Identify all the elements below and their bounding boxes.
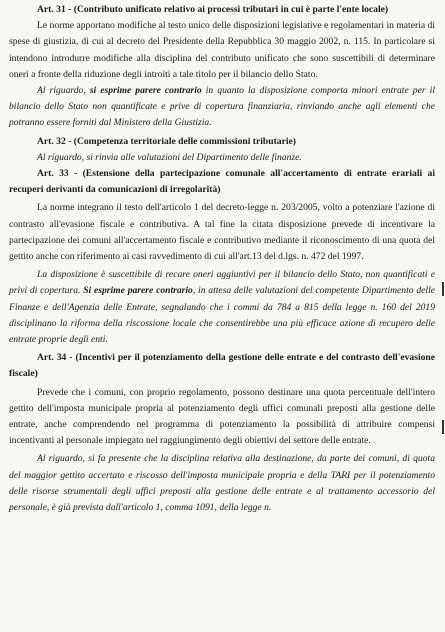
art31-heading: Art. 31 - (Contributo unificato relativo ai processi tributari in cui è parte l'ente locale)	[37, 4, 389, 15]
scan-edge-mark	[442, 282, 444, 296]
opinion-contrary: si esprime parere contrario	[89, 85, 202, 97]
scan-edge-mark	[442, 420, 444, 434]
art34-paragraph-1: Prevede che i comuni, con proprio regolamento, possono destinare una quota percentuale dell'intero gettito dell'imposta municipale propria al potenziamento degli uffici comunali preposti alla gestione delle entrate, anche comprendendo nel programma di potenziamento la possibilità di attribuire compensi incentivanti al personale impiegato nel raggiungimento degli obiettivi del settore delle entrate.	[9, 386, 435, 447]
art34-paragraph-2: Al riguardo, si fa presente che la disciplina relativa alla destinazione, da parte dei comuni, di quota del maggior gettito accertato e riscosso dell'imposta municipale propria e della TARI per il potenziamento delle risorse strumentali degli uffici preposti alla gestione delle entrate e al trattamento accessorio del personale, è già prevista dall'articolo 1, comma 1091, della legge n.	[9, 453, 435, 514]
art32-heading: Art. 32 - (Competenza territoriale delle commissioni tributarie)	[37, 135, 296, 147]
art32-paragraph-1: Al riguardo, si rinvia alle valutazioni del Dipartimento delle finanze.	[37, 151, 302, 163]
art31-paragraph-1: Le norme apportano modifiche al testo unico delle disposizioni legislative e regolamentari in materia di spese di giustizia, di cui al decreto del Presidente della Repubblica 30 maggio 2002, n. 115. In particolare si intendono introdurre modifiche alla disciplina del contributo unificato che sono suscettibili di determinare oneri a fronte della riduzione degli introiti a tale titolo per il bilancio dello Stato.	[9, 20, 435, 80]
art31-paragraph-2: Al riguardo, si esprime parere contrario in quanto la disposizione comporta minori entrate per il bilancio dello Stato non quantificate e prive di copertura finanziaria, rinviando anche agli elementi che potranno essere forniti dal Ministero della Giustizia.	[9, 85, 435, 129]
opinion-contrary: Si esprime parere contrario	[83, 285, 193, 297]
art33-paragraph-1: La norme integrano il testo dell'articolo 1 del decreto-legge n. 203/2005, volto a potenziare l'azione di contrasto all'evasione fiscale e contributiva. A tal fine la citata disposizione prevede di incentivare la partecipazione dei comuni all'accertamento fiscale e contributivo mediante il riconoscimento di una quota del gettito anche con riferimento ai casi ravvedimento di cui all'art.13 del d.lgs. n. 472 del 1997.	[9, 202, 435, 263]
art34-heading: Art. 34 - (Incentivi per il potenziamento della gestione delle entrate e del contrasto dell'evasione fiscale)	[9, 352, 435, 380]
art33-heading: Art. 33 - (Estensione della partecipazione comunale all'accertamento di entrate erariali ai recuperi derivanti da comunicazioni di irregolarità)	[9, 168, 435, 196]
art33-paragraph-2: La disposizione è suscettibile di recare oneri aggiuntivi per il bilancio dello Stato, non quantificati e privi di copertura. Si esprime parere contrario, in attesa delle valutazioni del competente Dipartimento delle Finanze e dell'Agenzia delle Entrate, segnalando che i commi da 784 a 815 della legge n. 160 del 2019 disciplinano la riforma della riscossione locale che consentirebbe una più efficace azione di recupero delle entrate proprie degli enti.	[9, 269, 436, 346]
